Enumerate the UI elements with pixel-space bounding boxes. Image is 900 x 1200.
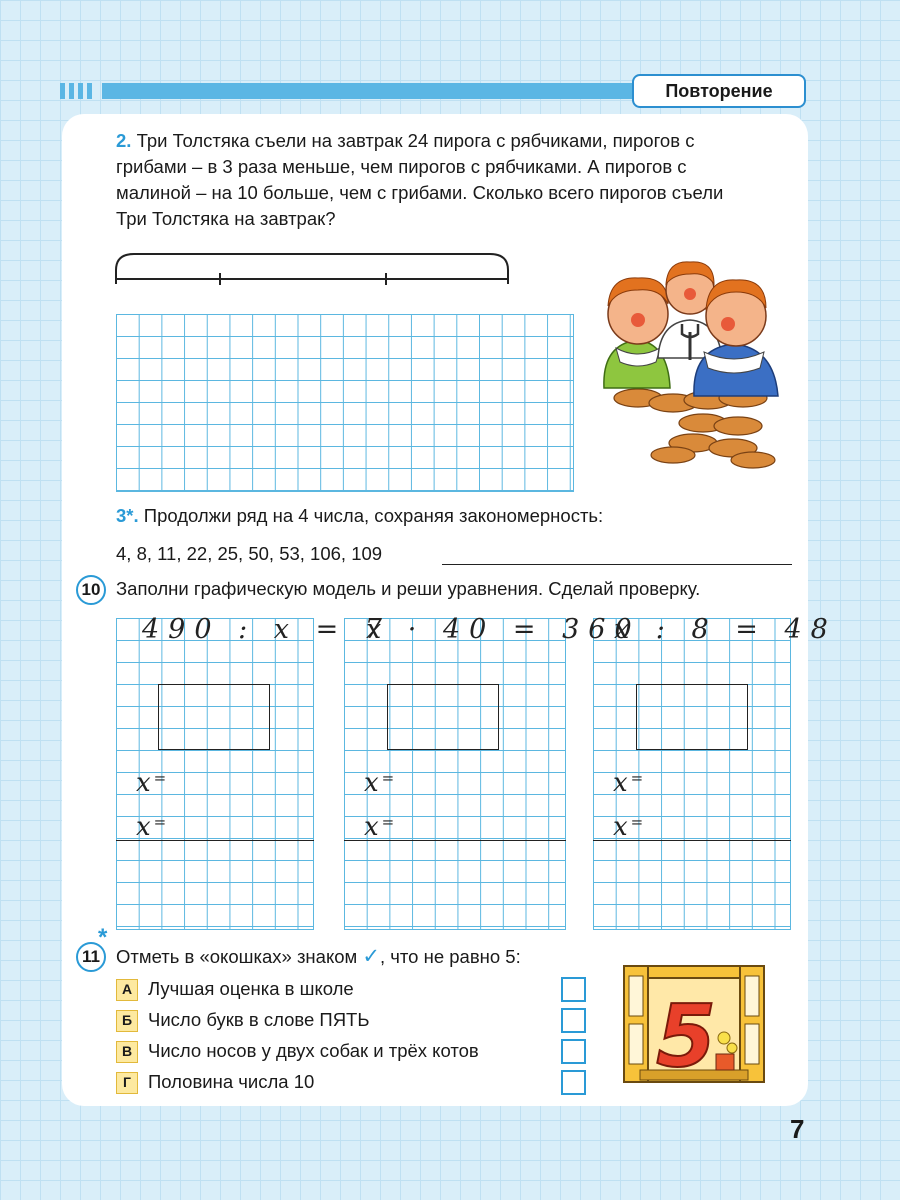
- equation-2: x · 40 = 360: [366, 614, 641, 645]
- sequence-answer-line[interactable]: [442, 564, 792, 565]
- option-c-letter: В: [116, 1041, 138, 1063]
- option-d-text: Половина числа 10: [148, 1071, 315, 1092]
- task-2-line-4: Три Толстяка на завтрак?: [116, 208, 336, 229]
- window-digit: 5: [656, 987, 716, 1086]
- task-11-text: Отметь в «окошках» знаком ✓, что не равно 5:: [116, 945, 521, 968]
- option-a-checkbox[interactable]: [561, 977, 586, 1002]
- task-2-line-1: Три Толстяка съели на завтрак 24 пирога с рябчиками, пирогов с: [136, 130, 695, 151]
- window-five-illustration: [620, 962, 768, 1086]
- solution-line-3a[interactable]: x =: [613, 768, 644, 798]
- option-a-text: Лучшая оценка в школе: [148, 978, 354, 999]
- option-c-text: Число носов у двух собак и трёх котов: [148, 1040, 479, 1061]
- check-divider-3: [593, 840, 791, 841]
- segment-diagram[interactable]: [112, 248, 514, 288]
- task-10-number: 10: [76, 575, 106, 605]
- task-2-line-2: грибами – в 3 раза меньше, чем пирогов с рябчиками. А пирогов с: [116, 156, 687, 177]
- graphic-model-box-1[interactable]: [158, 684, 270, 750]
- solution-line-1a[interactable]: x =: [136, 768, 167, 798]
- three-fat-men-illustration: [598, 248, 782, 470]
- option-d-letter: Г: [116, 1072, 138, 1094]
- option-b-checkbox[interactable]: [561, 1008, 586, 1033]
- page-number: 7: [790, 1114, 805, 1144]
- task-11-star: *: [98, 924, 108, 951]
- task-3-sequence: 4, 8, 11, 22, 25, 50, 53, 106, 109: [116, 543, 383, 564]
- task-3: [116, 503, 603, 529]
- option-b-letter: Б: [116, 1010, 138, 1032]
- solution-line-2b[interactable]: x =: [364, 812, 395, 842]
- section-title: Повторение: [632, 74, 806, 108]
- task-3-number: 3*.: [116, 505, 139, 526]
- checkmark-icon: ✓: [362, 945, 380, 968]
- solution-line-3b[interactable]: x =: [613, 812, 644, 842]
- solution-line-1b[interactable]: x =: [136, 812, 167, 842]
- task-2-line-3: малиной – на 10 больше, чем с грибами. Сколько всего пирогов съели: [116, 182, 724, 203]
- graphic-model-box-3[interactable]: [636, 684, 748, 750]
- check-divider-1: [116, 840, 314, 841]
- check-divider-2: [344, 840, 566, 841]
- option-b-text: Число букв в слове ПЯТЬ: [148, 1009, 370, 1030]
- option-c-checkbox[interactable]: [561, 1039, 586, 1064]
- option-a-letter: А: [116, 979, 138, 1001]
- header-bar: [102, 83, 642, 99]
- task-3-text: Продолжи ряд на 4 числа, сохраняя закономерность:: [143, 505, 604, 526]
- option-d-checkbox[interactable]: [561, 1070, 586, 1095]
- answer-grid-task-2[interactable]: [116, 314, 574, 492]
- equation-3: x : 8 = 48: [614, 614, 837, 645]
- graphic-model-box-2[interactable]: [387, 684, 499, 750]
- task-11-number: 11: [76, 942, 106, 972]
- task-10-text: Заполни графическую модель и реши уравнения. Сделай проверку.: [116, 578, 701, 599]
- equation-1: 490 : x = 7: [142, 614, 391, 645]
- solution-line-2a[interactable]: x =: [364, 768, 395, 798]
- header-stripes: [60, 83, 98, 99]
- task-2-number: 2.: [116, 130, 132, 151]
- task-2: [116, 128, 796, 232]
